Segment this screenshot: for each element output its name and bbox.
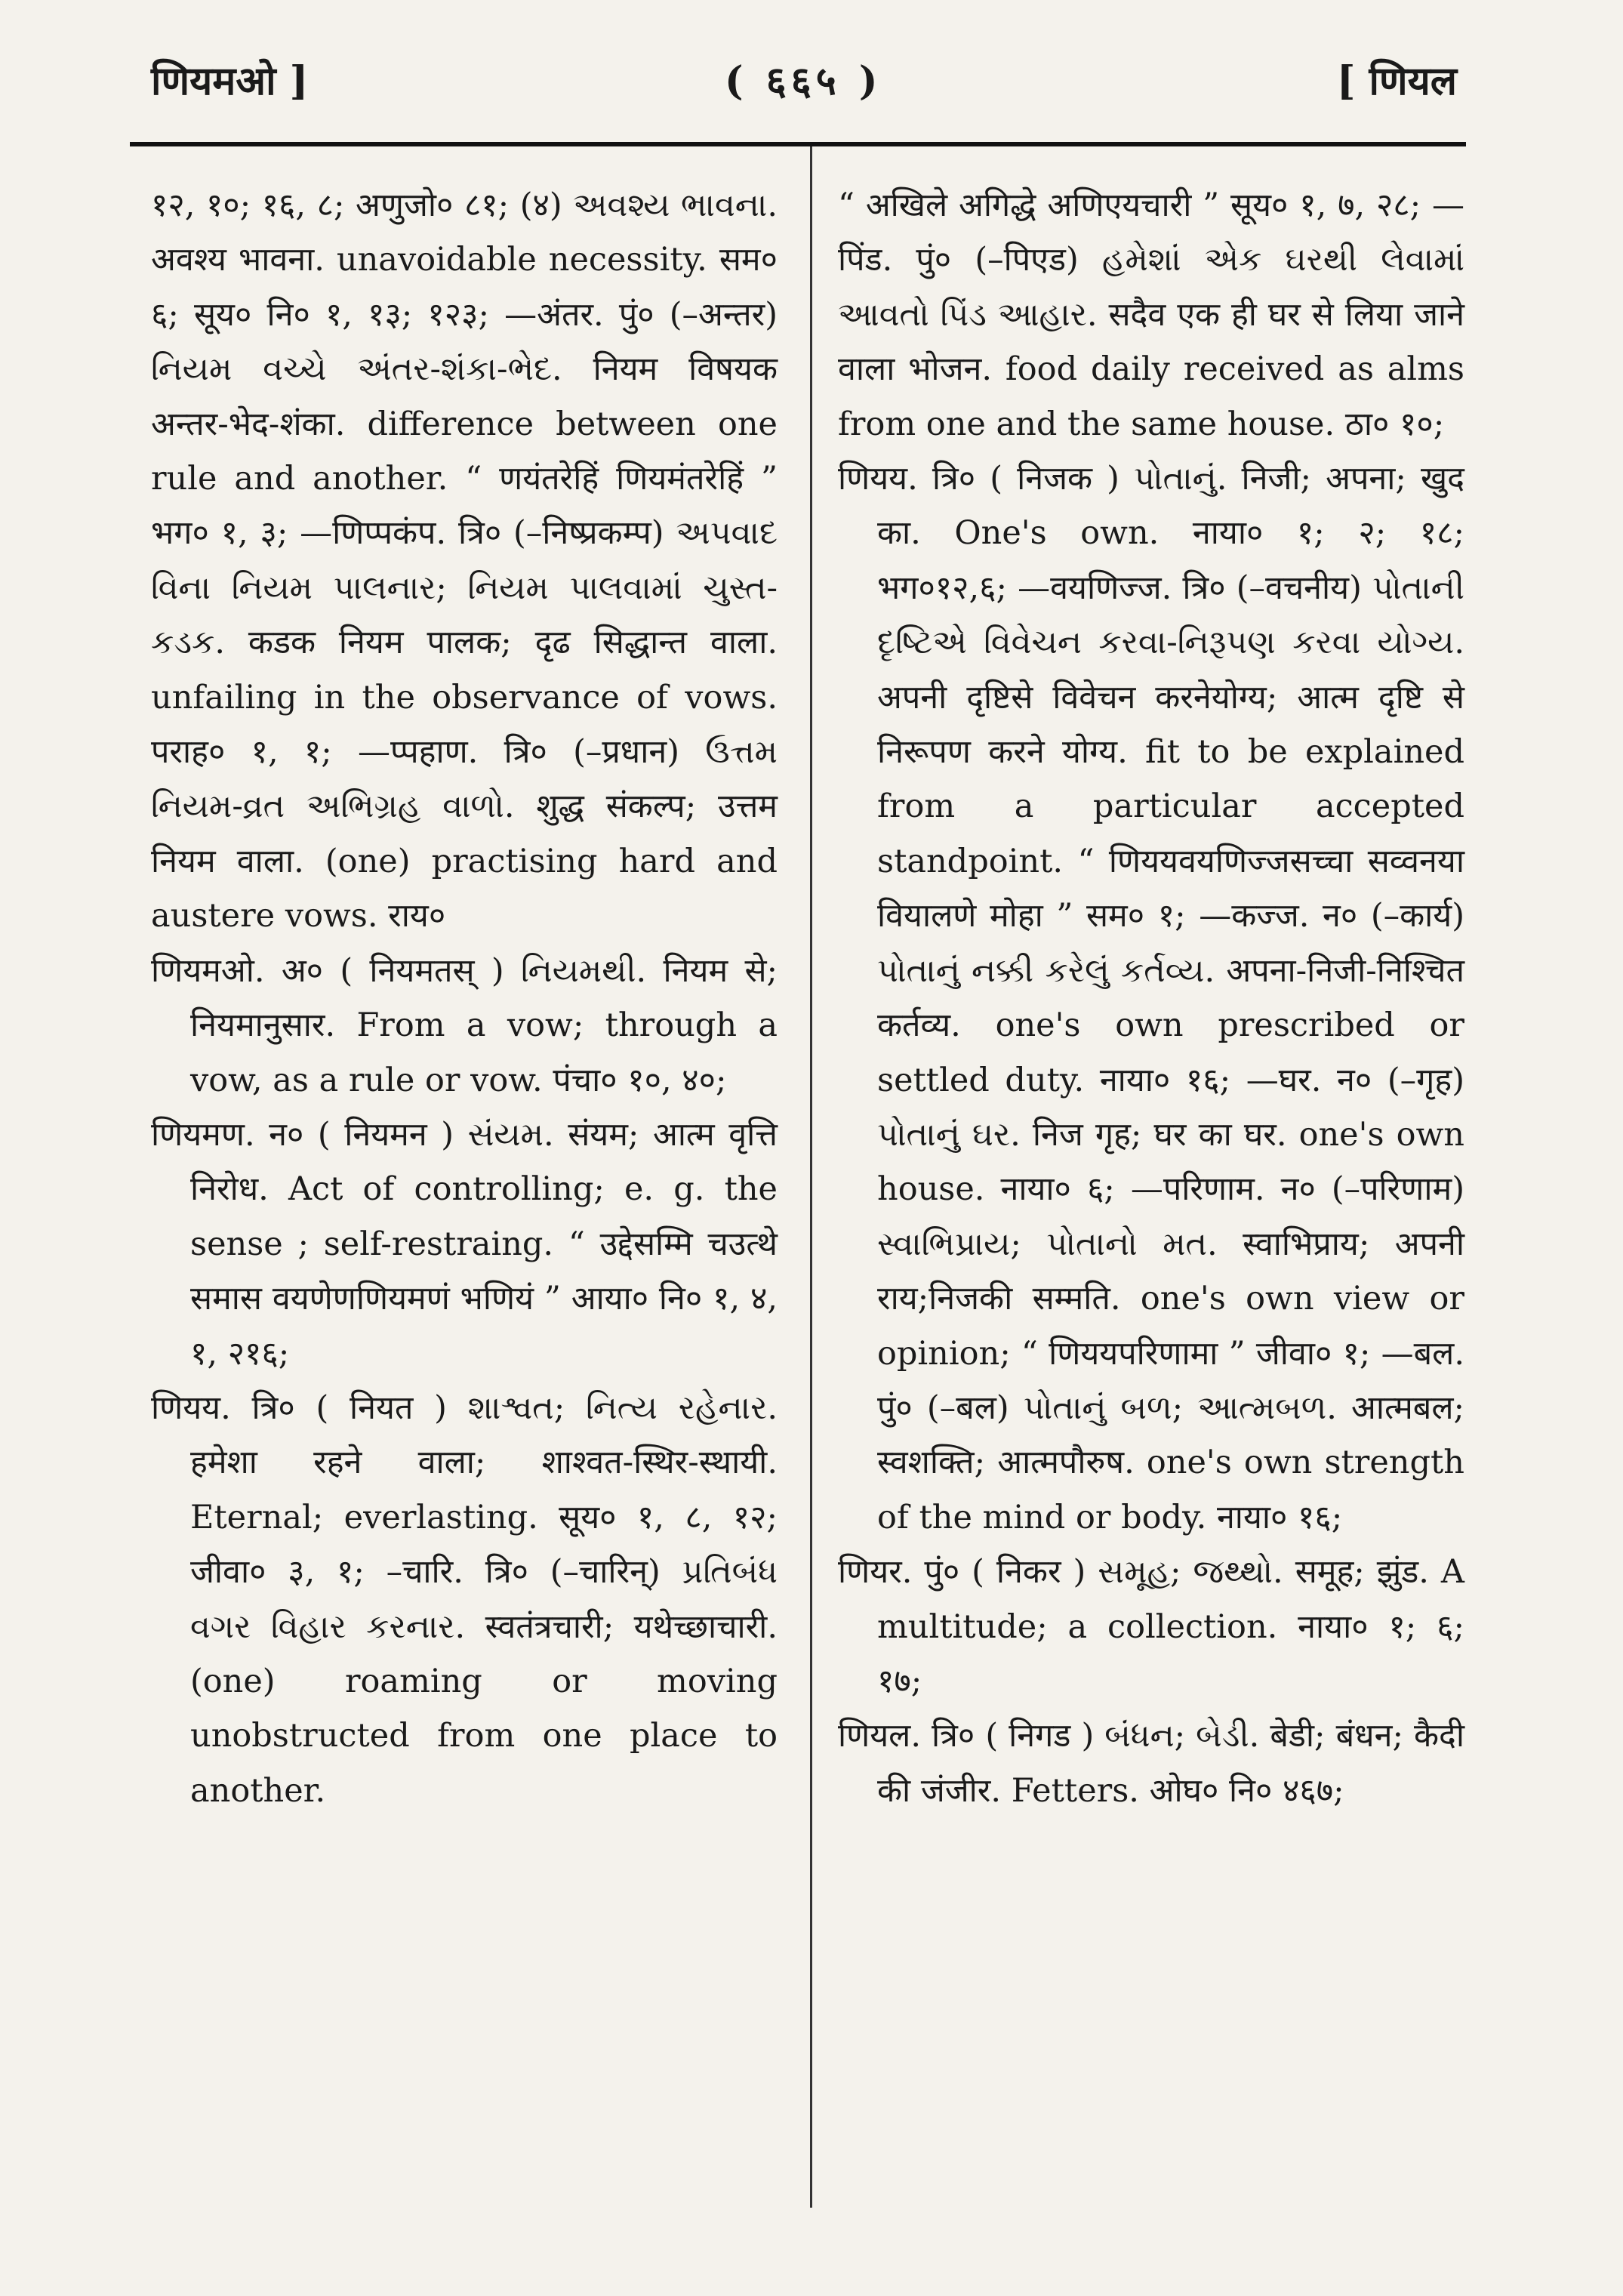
- right-entry-niyara: णियर. पुं० ( निकर ) સમૂહ; જથ્થો. समूह; झुंड. A multitude; a collection. नाया० १; ६; १७;: [838, 1553, 1464, 1700]
- right-entry-niyala: णियल. त्रि० ( निगड ) બંધન; બેડી. बेडी; बंधन; कैदी की जंजीर. Fetters. ओघ० नि० ४६७;: [838, 1717, 1464, 1810]
- right-column: [838, 178, 1464, 1818]
- left-entry-niyamana: णियमण. न० ( नियमन ) સંયમ. संयम; आत्म वृत्ति निरोध. Act of controlling; e. g. the sense ; self-restraing. “ उद्देसम्मि चउत्थे समास वयणेणणियमणं भणियं ” आया० नि० १, ४, १, २१६;: [151, 1115, 778, 1373]
- header-left-guideword: णियमओ ]: [151, 58, 309, 104]
- left-entry-continuation: १२, १०; १६, ८; अणुजो० ८१; (४) અવશ્ય ભાવના. अवश्य भावना. unavoidable necessity. सम० ६; सूय० नि० १, १३; १२३; —अंतर. पुं० (–अन्तर) નિયમ વચ્ચે અંતર-શંકા-ભેદ. नियम विषयक अन्तर-भेद-शंका. difference between one rule and another. “ णयंतरेहिं णियमंतरेहिं ” भग० १, ३; —णिप्पकंप. त्रि० (–निष्प्रकम्प) અપવાદ વિના નિયમ પાલનાર; નિયમ પાલવામાં ચુસ્ત-કડક. कडक नियम पालक; दृढ सिद्धान्त वाला. unfailing in the observance of vows. पराह० १, १; —प्पहाण. त्रि० (–प्रधान) ઉત્તમ નિયમ-વ્રત અભિગ્રહ વાળો. शुद्ध संकल्प; उत्तम नियम वाला. (one) practising hard and austere vows. राय०: [151, 186, 778, 935]
- header-rule: [130, 142, 1466, 146]
- left-column: [151, 178, 778, 1818]
- right-entry-niyaya-nijaka: णियय. त्रि० ( निजक ) પોતાનું. निजी; अपना; खुद का. One's own. नाया० १; २; १८; भग०१२,६; —वयणिज्ज. त्रि० (–वचनीय) પોતાની દૃષ્ટિએ વિવેચન કરવા-નિરૂપણ કરવા યોગ્ય. अपनी दृष्टिसे विवेचन करनेयोग्य; आत्म दृष्टि से निरूपण करने योग्य. fit to be explained from a particular accepted standpoint. “ णिययवयणिज्जसच्चा सव्वनया वियालणे मोहा ” सम० १; —कज्ज. न० (–कार्य) પોતાનું નક્કી કરેલું કર્તવ્ય. अपना-निजी-निश्चित कर्तव्य. one's own prescribed or settled duty. नाया० १६; —घर. न० (–गृह) પોતાનું ઘર. निज गृह; घर का घर. one's own house. नाया० ६; —परिणाम. न० (–परिणाम) સ્વાભિપ્રાય; પોતાનો મત. स्वाभिप्राय; अपनी राय;निजकी सम्मति. one's own view or opinion; “ णिययपरिणामा ” जीवा० १; —बल. पुं० (–बल) પોતાનું બળ; આત્મબળ. आत्मबल; स्वशक्ति; आत्मपौरुष. one's own strength of the mind or body. नाया० १६;: [838, 460, 1464, 1536]
- right-entry-continuation: “ अखिले अगिद्धे अणिएयचारी ” सूय० १, ७, २८; —पिंड. पुं० (–पिएड) હમેશાં એક ઘરથી લેવામાં આવતો પિંડ આહાર. सदैव एक ही घर से लिया जाने वाला भोजन. food daily received as alms from one and the same house. ठा० १०;: [838, 186, 1464, 443]
- page-number: ( ६६५ ): [725, 58, 882, 104]
- header-right-guideword: [ णियल: [1336, 58, 1457, 104]
- left-entry-niyamao: णियमओ. अ० ( नियमतस् ) નિયમથી. नियम से; नियमानुसार. From a vow; through a vow, as a rule or vow. पंचा० १०, ४०;: [151, 951, 778, 1099]
- left-entry-niyaya: णियय. त्रि० ( नियत ) શાશ્વત; નિત્ય રહેનાર. हमेशा रहने वाला; शाश्वत-स्थिर-स्थायी. Eternal; everlasting. सूय० १, ८, १२; जीवा० ३, १; –चारि. त्रि० (–चारिन्) પ્રતિબંધ વગર વિહાર કરનાર. स्वतंत्रचारी; यथेच्छाचारी. (one) roaming or moving unobstructed from one place to another.: [151, 1388, 778, 1810]
- page-header: [0, 45, 1623, 128]
- column-divider: [810, 146, 812, 2208]
